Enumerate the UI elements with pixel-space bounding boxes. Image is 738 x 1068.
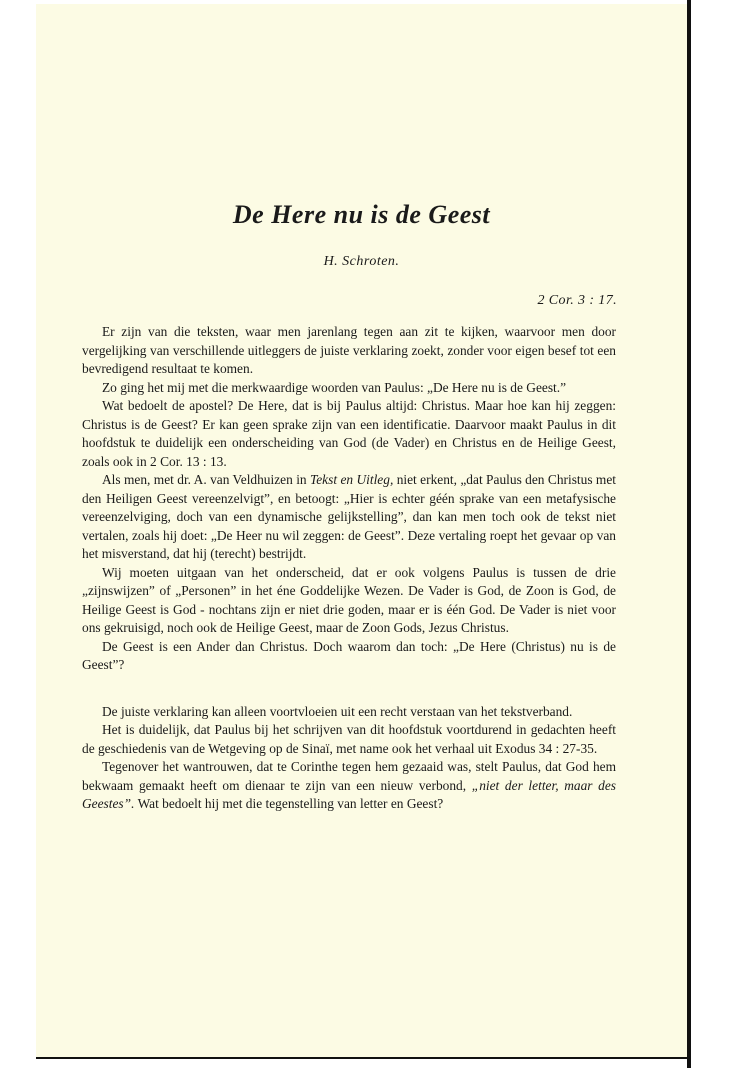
paragraph: De juiste verklaring kan alleen voortvloeien uit een recht verstaan van het tekstverband. xyxy=(102,703,573,719)
author-name: H. Schroten. xyxy=(323,254,400,269)
page-title: De Here nu is de Geest xyxy=(232,200,491,229)
paragraph: De Geest is een Ander dan Christus. Doch waarom dan toch: „De Here (Christus) nu is de Geest”? xyxy=(82,638,616,672)
paragraph: Wij moeten uitgaan van het onderscheid, dat er ook volgens Paulus is tussen de drie „zijnswijzen” of „Personen” in het éne Goddelijke Wezen. De Vader is God, de Zoon is God, de Heilige Geest is God - nochtans zijn er niet drie goden, maar er is één God. De Vader is niet voor ons gekruisigd, noch ook de Heilige Geest, maar de Zoon Gods, Jezus Christus. xyxy=(82,564,616,635)
paragraph xyxy=(82,758,616,814)
paragraph: Het is duidelijk, dat Paulus bij het schrijven van dit hoofdstuk voortdurend in gedachten heeft de geschiedenis van de Wetgeving op de Sinaï, met name ook het verhaal uit Exodus 34 : 27-35. xyxy=(82,722,616,756)
paragraph-text: Als men, met dr. A. van Veldhuizen in xyxy=(102,472,307,487)
paragraph: Zo ging het mij met die merkwaardige woorden van Paulus: „De Here nu is de Geest.” xyxy=(102,379,567,395)
page-edge-right xyxy=(687,0,691,1068)
paragraph: Wat bedoelt de apostel? De Here, dat is bij Paulus altijd: Christus. Maar hoe kan hij zeggen: Christus is de Geest? Er kan geen sprake zijn van een identificatie. Daarvoor maakt Paulus in dit hoofdstuk te duidelijk een onderscheiding van God (de Vader) en Christus en de Heilige Geest, zoals ook in 2 Cor. 13 : 13. xyxy=(82,398,616,469)
paragraph-text: Tegenover het wantrouwen, dat te Corinthe tegen hem gezaaid was, stelt Paulus, dat God hem bekwaam gemaakt heeft om dienaar te zijn van een nieuw verbond, xyxy=(82,759,616,793)
book-title: Tekst en Uitleg, xyxy=(310,472,394,487)
paragraph-text: Wat bedoelt hij met die tegenstelling van letter en Geest? xyxy=(137,796,444,811)
bible-reference: 2 Cor. 3 : 17. xyxy=(537,293,617,308)
article-body xyxy=(82,323,616,814)
paragraph-text: niet erkent, „dat Paulus den Christus met den Heiligen Geest vereenzelvigt”, en betoogt: „Hier is echter géén sprake van een metafysische vereenzelviging, doch van een dynamische gelijkstelling”, dan kan men toch ook de tekst niet vertalen, zoals hij doet: „De Heer nu wil zeggen: de Geest”. Deze vertaling roept het gevaar op van het misverstand, dat hij (terecht) bestrijdt. xyxy=(82,472,617,561)
document-page xyxy=(36,4,687,1057)
page-edge-bottom xyxy=(36,1057,691,1059)
paragraph: Er zijn van die teksten, waar men jarenlang tegen aan zit te kijken, waarvoor men door vergelijking van verschillende uitleggers de juiste verklaring zoekt, zonder voor eigen besef tot een bevredigend resultaat te komen. xyxy=(82,324,616,376)
paragraph xyxy=(82,471,616,564)
quotation: „niet der letter, maar des Geestes”. xyxy=(82,777,616,811)
